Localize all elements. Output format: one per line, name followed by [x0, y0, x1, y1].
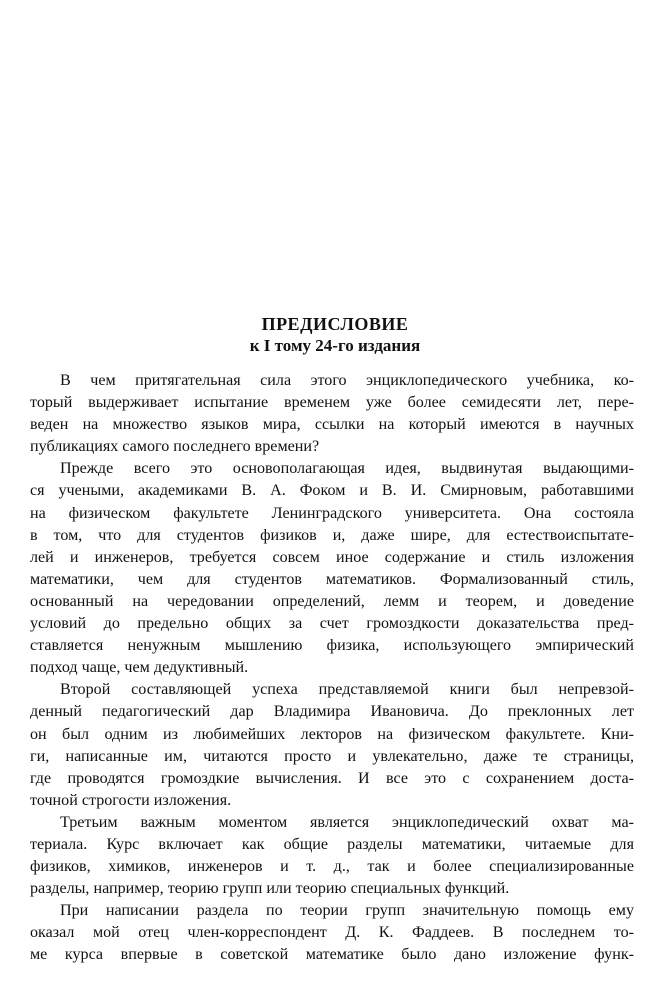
text-line: математики, чем для студентов математиков. Формализованный стиль,	[30, 570, 634, 588]
text-line: ги, написанные им, читаются просто и увлекательно, даже те страницы,	[30, 747, 634, 765]
text-line: ставляется ненужным мышлению физика, использующего эмпирический	[30, 637, 634, 655]
text-line: подход чаще, чем дедуктивный.	[30, 659, 249, 677]
text-line: в том, что для студентов физиков и, даже шире, для естествоиспытате-	[30, 526, 634, 544]
text-line: ся учеными, академиками В. А. Фоком и В. И. Смирновым, работавшими	[30, 482, 634, 500]
text-line: основанный на чередовании определений, лемм и теорем, и доведение	[30, 592, 634, 610]
text-line: физиков, химиков, инженеров и т. д., так и более специализированные	[30, 858, 634, 876]
text-line: точной строгости изложения.	[30, 791, 232, 809]
text-line: В чем притягательная сила этого энциклопедического учебника, ко-	[60, 372, 634, 389]
text-line: Прежде всего это основополагающая идея, выдвинутая выдающими-	[60, 460, 634, 478]
text-line: лей и инженеров, требуется совсем иное содержание и стиль изложения	[30, 548, 634, 566]
text-line: условий до предельно общих за счет громоздкости доказательства пред-	[30, 615, 634, 633]
text-line: оказал мой отец член-корреспондент Д. К. Фаддеев. В последнем то-	[30, 924, 634, 942]
preface-body	[30, 370, 634, 967]
text-line: на физическом факультете Ленинградского университета. Она состояла	[30, 504, 634, 522]
text-line: веден на множество языков мира, ссылки на который имеются в научных	[30, 416, 634, 434]
text-line: торый выдерживает испытание временем уже более семидесяти лет, пере-	[30, 394, 634, 412]
text-line: териала. Курс включает как общие разделы математики, читаемые для	[30, 835, 634, 853]
text-line: публикациях самого последнего времени?	[30, 438, 320, 456]
paragraph	[30, 900, 634, 966]
text-line: ме курса впервые в советской математике было дано изложение функ-	[30, 946, 634, 964]
text-line: денный педагогический дар Владимира Ивановича. До преклонных лет	[30, 703, 634, 721]
paragraph	[30, 812, 634, 900]
text-line: При написании раздела по теории групп значительную помощь ему	[60, 902, 634, 920]
page-subtitle: к I тому 24-го издания	[249, 336, 421, 355]
page-title: ПРЕДИСЛОВИЕ	[261, 314, 409, 334]
text-line: Третьим важным моментом является энциклопедический охват ма-	[60, 813, 634, 831]
text-line: Второй составляющей успеха представляемой книги был непревзой-	[60, 681, 634, 699]
text-line: где проводятся громоздкие вычисления. И все это с сохранением доста-	[30, 769, 634, 787]
text-line: он был одним из любимейших лекторов на физическом факультете. Кни-	[30, 725, 634, 743]
paragraph	[30, 458, 634, 679]
paragraph	[30, 679, 634, 812]
paragraph	[30, 370, 634, 458]
text-line: разделы, например, теорию групп или теорию специальных функций.	[30, 880, 510, 898]
